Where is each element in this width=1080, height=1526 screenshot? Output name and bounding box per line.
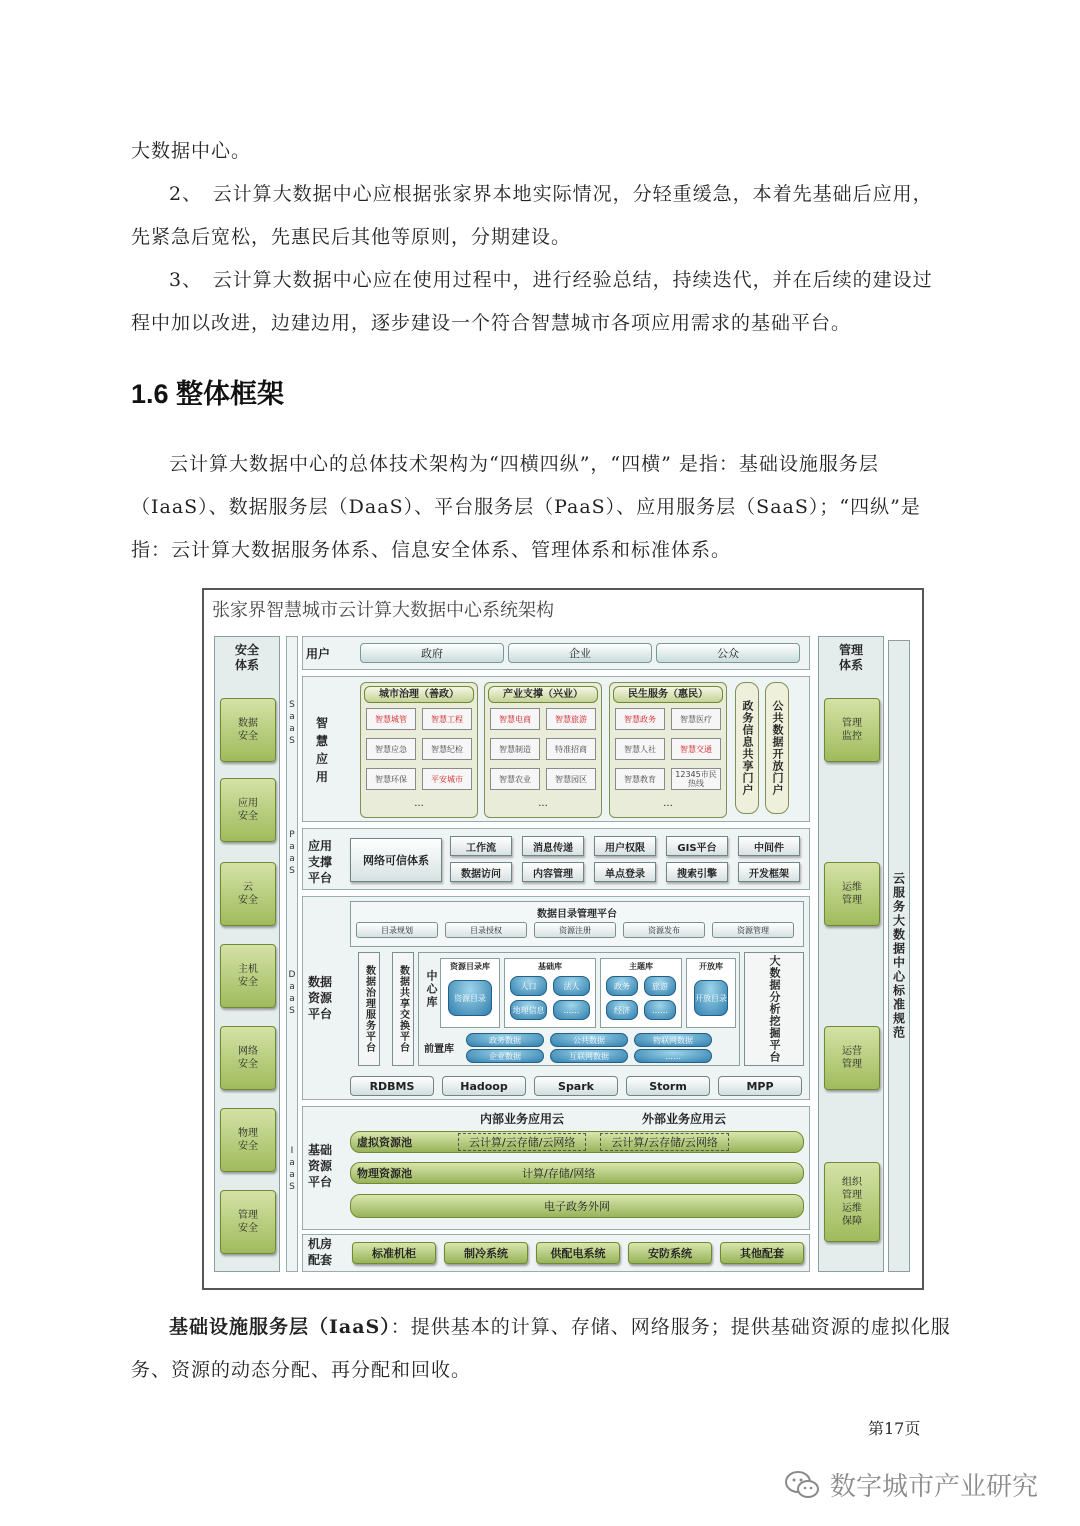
security-item: 物理 安全 — [220, 1108, 276, 1172]
management-item: 组织 管理 运维 保障 — [824, 1162, 880, 1242]
facility-label: 机房 配套 — [308, 1237, 333, 1267]
users-label: 用户 — [306, 647, 331, 661]
data-governance-panel: 数据治理服务平台 — [358, 952, 380, 1066]
db-item: 旅游 — [644, 976, 676, 996]
saas-app: 智慧教育 — [615, 768, 665, 790]
external-cloud-head: 外部业务应用云 — [642, 1112, 727, 1126]
saas-more: ... — [414, 798, 424, 809]
saas-category-head: 产业支撑（兴业） — [488, 686, 598, 703]
catalog-item: 目录规划 — [356, 922, 438, 938]
security-head: 安全 体系 — [234, 643, 259, 672]
paas-tool: 中间件 — [738, 836, 800, 856]
virtual-pool-internal: 云计算/云存储/云网络 — [458, 1133, 586, 1151]
paas-tool: 工作流 — [450, 836, 512, 856]
watermark — [784, 1466, 1038, 1503]
watermark-text: 数字城市产业研究 — [830, 1472, 1039, 1502]
saas-app: 智慧旅游 — [546, 708, 596, 730]
internal-cloud-head: 内部业务应用云 — [480, 1112, 565, 1126]
page-number: 第17页 — [868, 1419, 921, 1438]
diagram-title: 张家界智慧城市云计算大数据中心系统架构 — [212, 600, 554, 621]
iaas-term: 基础设施服务层（IaaS） — [169, 1316, 391, 1338]
db-item: 法人 — [553, 976, 590, 996]
db-item: 资源目录 — [448, 980, 492, 1016]
standard-column — [888, 640, 910, 1272]
front-db-item: 企业数据 — [466, 1049, 544, 1063]
paragraph-iaas — [131, 1306, 951, 1392]
db-item: 地理信息 — [510, 1000, 547, 1020]
front-db-item: 物联网数据 — [634, 1033, 712, 1047]
iaas-description: ：提供基本的计算、存储、网络服务；提供基础资源的虚拟化服务、资源的动态分配、再分配和回收。 — [131, 1316, 951, 1381]
bigdata-analysis-panel: 大数据分析挖掘平台 — [744, 952, 804, 1066]
paas-tool: 内容管理 — [522, 862, 584, 882]
front-db-item: …… — [634, 1049, 712, 1063]
egov-network-label: 电子政务外网 — [544, 1200, 610, 1213]
catalog-item: 资源注册 — [534, 922, 616, 938]
saas-label: 智 慧 应 用 — [316, 716, 329, 784]
front-db-item: 互联网数据 — [550, 1049, 628, 1063]
paas-tool: 单点登录 — [594, 862, 656, 882]
db-item: 开放目录 — [694, 980, 728, 1016]
security-item: 云 安全 — [220, 862, 276, 926]
open-data-portal: 公共数据开放门户 — [765, 682, 789, 814]
physical-pool-bar — [350, 1162, 804, 1184]
front-db-item: 政务数据 — [466, 1033, 544, 1047]
physical-pool-text: 计算/存储/网络 — [522, 1167, 596, 1180]
catalog-item: 目录授权 — [445, 922, 527, 938]
saas-app: 智慧医疗 — [671, 708, 721, 730]
db-item: …… — [553, 1000, 590, 1020]
db-item: 人口 — [510, 976, 547, 996]
user-enterprise: 企业 — [508, 643, 652, 663]
facility-item: 标准机柜 — [352, 1242, 436, 1264]
virtual-pool-external: 云计算/云存储/云网络 — [600, 1133, 728, 1151]
saas-app: 智慧纪检 — [422, 738, 472, 760]
saas-app: 智慧农业 — [490, 768, 540, 790]
paragraph-continuation: 大数据中心。 — [131, 140, 252, 162]
facility-item: 其他配套 — [720, 1242, 804, 1264]
saas-app: 智慧城管 — [366, 708, 416, 730]
management-item: 运营 管理 — [824, 1026, 880, 1090]
db-item: 经济 — [606, 1000, 638, 1020]
security-item: 主机 安全 — [220, 944, 276, 1008]
iaas-tag: IaaS — [287, 1146, 297, 1194]
front-db-label: 前置库 — [424, 1044, 454, 1055]
paas-tool: 数据访问 — [450, 862, 512, 882]
section-heading: 1.6 整体框架 — [131, 379, 285, 409]
paragraph-intro: 云计算大数据中心的总体技术架构为“四横四纵”，“四横” 是指：基础设施服务层（IaaS）、数据服务层（DaaS）、平台服务层（PaaS）、应用服务层（SaaS）；“四纵”是指：云计算大数据服务体系、信息安全体系、管理体系和标准体系。 — [131, 453, 921, 561]
paragraph-point-3: 3、 云计算大数据中心应在使用过程中，进行经验总结，持续迭代，并在后续的建设过程中加以改进，边建边用，逐步建设一个符合智慧城市各项应用需求的基础平台。 — [131, 269, 933, 334]
management-item: 管理 监控 — [824, 698, 880, 762]
saas-app: 智慧应急 — [366, 738, 416, 760]
user-public: 公众 — [656, 643, 800, 663]
facility-item: 安防系统 — [628, 1242, 712, 1264]
security-item: 网络 安全 — [220, 1026, 276, 1090]
catalog-item: 资源管理 — [712, 922, 794, 938]
db-item: 政务 — [606, 976, 638, 996]
db-item: …… — [644, 1000, 676, 1020]
virtual-pool-bar — [350, 1131, 804, 1153]
saas-app: 智慧电商 — [490, 708, 540, 730]
db-zone-head: 开放库 — [699, 962, 723, 971]
paas-tool: GIS平台 — [666, 836, 728, 856]
paragraph-point-2: 2、 云计算大数据中心应根据张家界本地实际情况，分轻重缓急，本着先基础后应用，先紧急后宽松，先惠民后其他等原则，分期建设。 — [131, 183, 933, 248]
iaas-label: 基础 资源 平台 — [308, 1143, 333, 1189]
storage-engine: Storm — [626, 1076, 710, 1096]
saas-more: ... — [538, 798, 548, 809]
paas-tag: PaaS — [287, 830, 297, 878]
management-head: 管理 体系 — [838, 643, 863, 672]
data-exchange-panel: 数据共享交换平台 — [392, 952, 414, 1066]
paas-label: 应用 支撑 平台 — [308, 839, 333, 885]
physical-pool-label: 物理资源池 — [357, 1167, 412, 1180]
paas-tool: 消息传递 — [522, 836, 584, 856]
saas-app: 智慧人社 — [615, 738, 665, 760]
security-item: 应用 安全 — [220, 778, 276, 842]
saas-app: 特准招商 — [546, 738, 596, 760]
saas-app: 智慧园区 — [546, 768, 596, 790]
saas-app: 智慧工程 — [422, 708, 472, 730]
paas-tool: 搜索引擎 — [666, 862, 728, 882]
daas-label: 数据 资源 平台 — [308, 975, 333, 1021]
saas-app: 平安城市 — [422, 768, 472, 790]
storage-engine: Spark — [534, 1076, 618, 1096]
paas-tool: 用户权限 — [594, 836, 656, 856]
trust-system: 网络可信体系 — [350, 838, 442, 882]
saas-app: 智慧交通 — [671, 738, 721, 760]
facility-item: 供配电系统 — [536, 1242, 620, 1264]
security-item: 管理 安全 — [220, 1190, 276, 1254]
facility-item: 制冷系统 — [444, 1242, 528, 1264]
db-zone-head: 资源目录库 — [450, 962, 490, 971]
front-db-item: 公共数据 — [550, 1033, 628, 1047]
saas-category-head: 城市治理（善政） — [364, 686, 474, 703]
architecture-diagram — [202, 588, 924, 1290]
user-government: 政府 — [360, 643, 504, 663]
management-item: 运维 管理 — [824, 862, 880, 926]
saas-app: 12345市民热线 — [671, 768, 721, 790]
saas-category-head: 民生服务（惠民） — [613, 686, 723, 703]
daas-tag: DaaS — [287, 970, 297, 1018]
saas-app: 智慧环保 — [366, 768, 416, 790]
gov-share-portal: 政务信息共享门户 — [735, 682, 759, 814]
wechat-icon — [784, 1470, 820, 1500]
storage-engine: RDBMS — [350, 1076, 434, 1096]
egov-network-bar — [350, 1194, 804, 1218]
saas-tag: SaaS — [287, 700, 297, 748]
paas-tool: 开发框架 — [738, 862, 800, 882]
virtual-pool-label: 虚拟资源池 — [357, 1136, 412, 1149]
db-zone-head: 主题库 — [629, 962, 653, 971]
db-zone-head: 基础库 — [538, 962, 562, 971]
storage-engine: MPP — [718, 1076, 802, 1096]
security-item: 数据 安全 — [220, 698, 276, 762]
catalog-item: 资源发布 — [623, 922, 705, 938]
standard-label: 云服务大数据中心标准规范 — [891, 872, 906, 1040]
catalog-head: 数据目录管理平台 — [537, 909, 617, 920]
saas-app: 智慧政务 — [615, 708, 665, 730]
saas-more: ... — [663, 798, 673, 809]
center-db-label: 中心库 — [425, 970, 438, 1009]
saas-app: 智慧制造 — [490, 738, 540, 760]
storage-engine: Hadoop — [442, 1076, 526, 1096]
